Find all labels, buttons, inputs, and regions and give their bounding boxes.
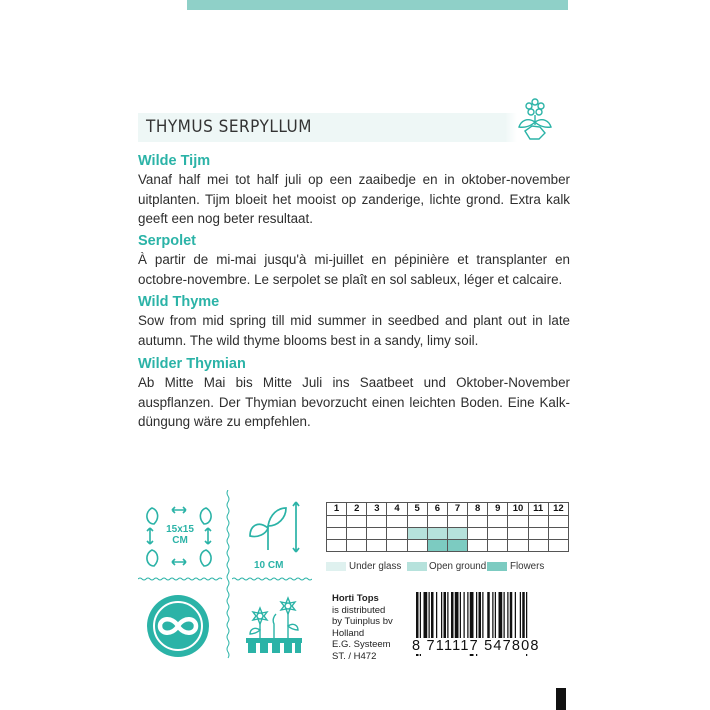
month-cell: 3: [367, 503, 387, 516]
barcode-bar: [479, 592, 482, 638]
calendar-cell-open-ground: [407, 528, 427, 540]
calendar-cell: [528, 540, 548, 552]
legend-swatch-open-ground: [407, 562, 427, 571]
calendar-cell-open-ground: [427, 528, 447, 540]
month-cell: 11: [528, 503, 548, 516]
calendar-cell: [407, 540, 427, 552]
heading-en: Wild Thyme: [138, 294, 220, 310]
calendar-months-row: [327, 503, 569, 516]
calendar-cell: [367, 540, 387, 552]
registration-mark: [556, 688, 566, 710]
legend-under-glass: Under glass: [349, 561, 402, 572]
barcode-bar: [492, 592, 493, 638]
distributor-info: [332, 593, 393, 663]
barcode-bar: [510, 592, 513, 638]
legend-open-ground: Open ground: [429, 561, 487, 572]
calendar-cell-flowers: [447, 540, 467, 552]
heading-nl: Wilde Tijm: [138, 153, 211, 169]
legend-swatch-flowers: [487, 562, 507, 571]
month-cell: 1: [327, 503, 347, 516]
barcode-bar: [487, 592, 490, 638]
divider-wave: [138, 577, 223, 581]
month-cell: 2: [347, 503, 367, 516]
infinity-icon: [146, 594, 210, 658]
barcode-bar: [464, 592, 465, 638]
text-nl: Vanaf half mei tot half juli op een zaaibedje en in oktober-november uitplanten. Tijm bloeit het mooist op zanderige, lichte grond. Extra kalk geeft een nog beter resultaat.: [138, 172, 570, 226]
calendar-cell: [548, 516, 568, 528]
calendar-cell: [508, 528, 528, 540]
barcode-bar: [424, 592, 428, 638]
distributor-line: Holland: [332, 627, 365, 639]
sowing-depth-icon: [246, 496, 310, 560]
text-en: Sow from mid spring till mid summer in seedbed and plant out in late autumn. The wild thyme blooms best in a sandy, limy soil.: [138, 313, 570, 348]
month-cell: 8: [468, 503, 488, 516]
heading-fr: Serpolet: [138, 233, 197, 249]
spacing-label: 15x15 CM: [166, 524, 194, 546]
barcode-bar: [499, 592, 503, 638]
calendar-cell: [548, 540, 568, 552]
heading-de: Wilder Thymian: [138, 356, 246, 372]
month-cell: 4: [387, 503, 407, 516]
seedling-tray-icon: [238, 590, 308, 660]
calendar-cell: [387, 540, 407, 552]
month-cell: 12: [548, 503, 568, 516]
calendar-row-under-glass: [327, 516, 569, 528]
barcode-bar: [520, 592, 521, 638]
barcode-bar: [507, 592, 508, 638]
month-cell: 9: [488, 503, 508, 516]
month-cell: 5: [407, 503, 427, 516]
barcode-bar: [455, 592, 459, 638]
legend-flowers: Flowers: [510, 561, 545, 572]
barcode-bar: [504, 592, 505, 638]
calendar-cell: [347, 540, 367, 552]
distributor-line: ST. / H472: [332, 650, 377, 662]
barcode-bar: [431, 592, 434, 638]
calendar-row-flowers: [327, 540, 569, 552]
calendar-cell: [508, 540, 528, 552]
month-cell: 7: [447, 503, 467, 516]
barcode-number: 8 711117 547808: [412, 638, 570, 654]
barcode-bar: [495, 592, 496, 638]
page-title: THYMUS SERPYLLUM: [146, 117, 312, 137]
distributor-name: Horti Tops: [332, 593, 379, 604]
barcode-bar: [444, 592, 447, 638]
barcode-bar: [429, 592, 430, 638]
sowing-calendar: [326, 502, 569, 552]
calendar-cell: [468, 516, 488, 528]
calendar-cell: [407, 516, 427, 528]
calendar-cell: [327, 528, 347, 540]
calendar-cell: [488, 516, 508, 528]
month-cell: 6: [427, 503, 447, 516]
barcode-bar: [451, 592, 454, 638]
text-de: Ab Mitte Mai bis Mitte Juli ins Saatbeet und Oktober-November auspflanzen. Der Thymian bevorzucht einen leichten Boden. Eine Kalk-düngung wäre zu empfehlen.: [138, 375, 570, 429]
barcode-bar: [447, 592, 448, 638]
calendar-cell: [387, 528, 407, 540]
calendar-cell-flowers: [427, 540, 447, 552]
title-bar: [138, 113, 505, 142]
calendar-cell: [367, 516, 387, 528]
calendar-cell: [347, 528, 367, 540]
month-cell: 10: [508, 503, 528, 516]
barcode-bar: [436, 592, 437, 638]
calendar-cell: [468, 528, 488, 540]
divider-vertical-1: [226, 490, 230, 660]
calendar-cell: [367, 528, 387, 540]
calendar-cell: [387, 516, 407, 528]
calendar-cell: [548, 528, 568, 540]
divider-wave-2: [232, 577, 312, 581]
distributor-line: E.G. Systeem: [332, 639, 391, 651]
distributor-line: by Tuinplus bv: [332, 616, 393, 628]
top-color-band: [187, 0, 568, 10]
barcode-bar: [482, 592, 483, 638]
calendar-cell: [488, 528, 508, 540]
barcode-bar: [515, 592, 516, 638]
calendar-row-open-ground: [327, 528, 569, 540]
legend-swatch-under-glass: [326, 562, 346, 571]
barcode-bar: [467, 592, 468, 638]
calendar-cell: [347, 516, 367, 528]
calendar-cell: [447, 516, 467, 528]
calendar-cell: [327, 516, 347, 528]
calendar-table: [326, 502, 569, 552]
depth-label: 10 CM: [254, 560, 284, 571]
calendar-cell: [528, 528, 548, 540]
barcode-bar: [460, 592, 461, 638]
calendar-cell: [468, 540, 488, 552]
calendar-cell: [488, 540, 508, 552]
calendar-cell-open-ground: [447, 528, 467, 540]
text-fr: À partir de mi-mai jusqu'à mi-juillet en pépinière et transplanter en octobre-novembre. Le serpolet se plaît en sol sableux, léger et calcaire.: [138, 252, 570, 287]
barcode-bar: [522, 592, 525, 638]
barcode-bar: [441, 592, 442, 638]
calendar-cell: [427, 516, 447, 528]
calendar-cell: [327, 540, 347, 552]
calendar-cell: [528, 516, 548, 528]
distributor-line: is distributed: [332, 604, 386, 616]
calendar-cell: [508, 516, 528, 528]
flower-icon: [515, 95, 555, 141]
